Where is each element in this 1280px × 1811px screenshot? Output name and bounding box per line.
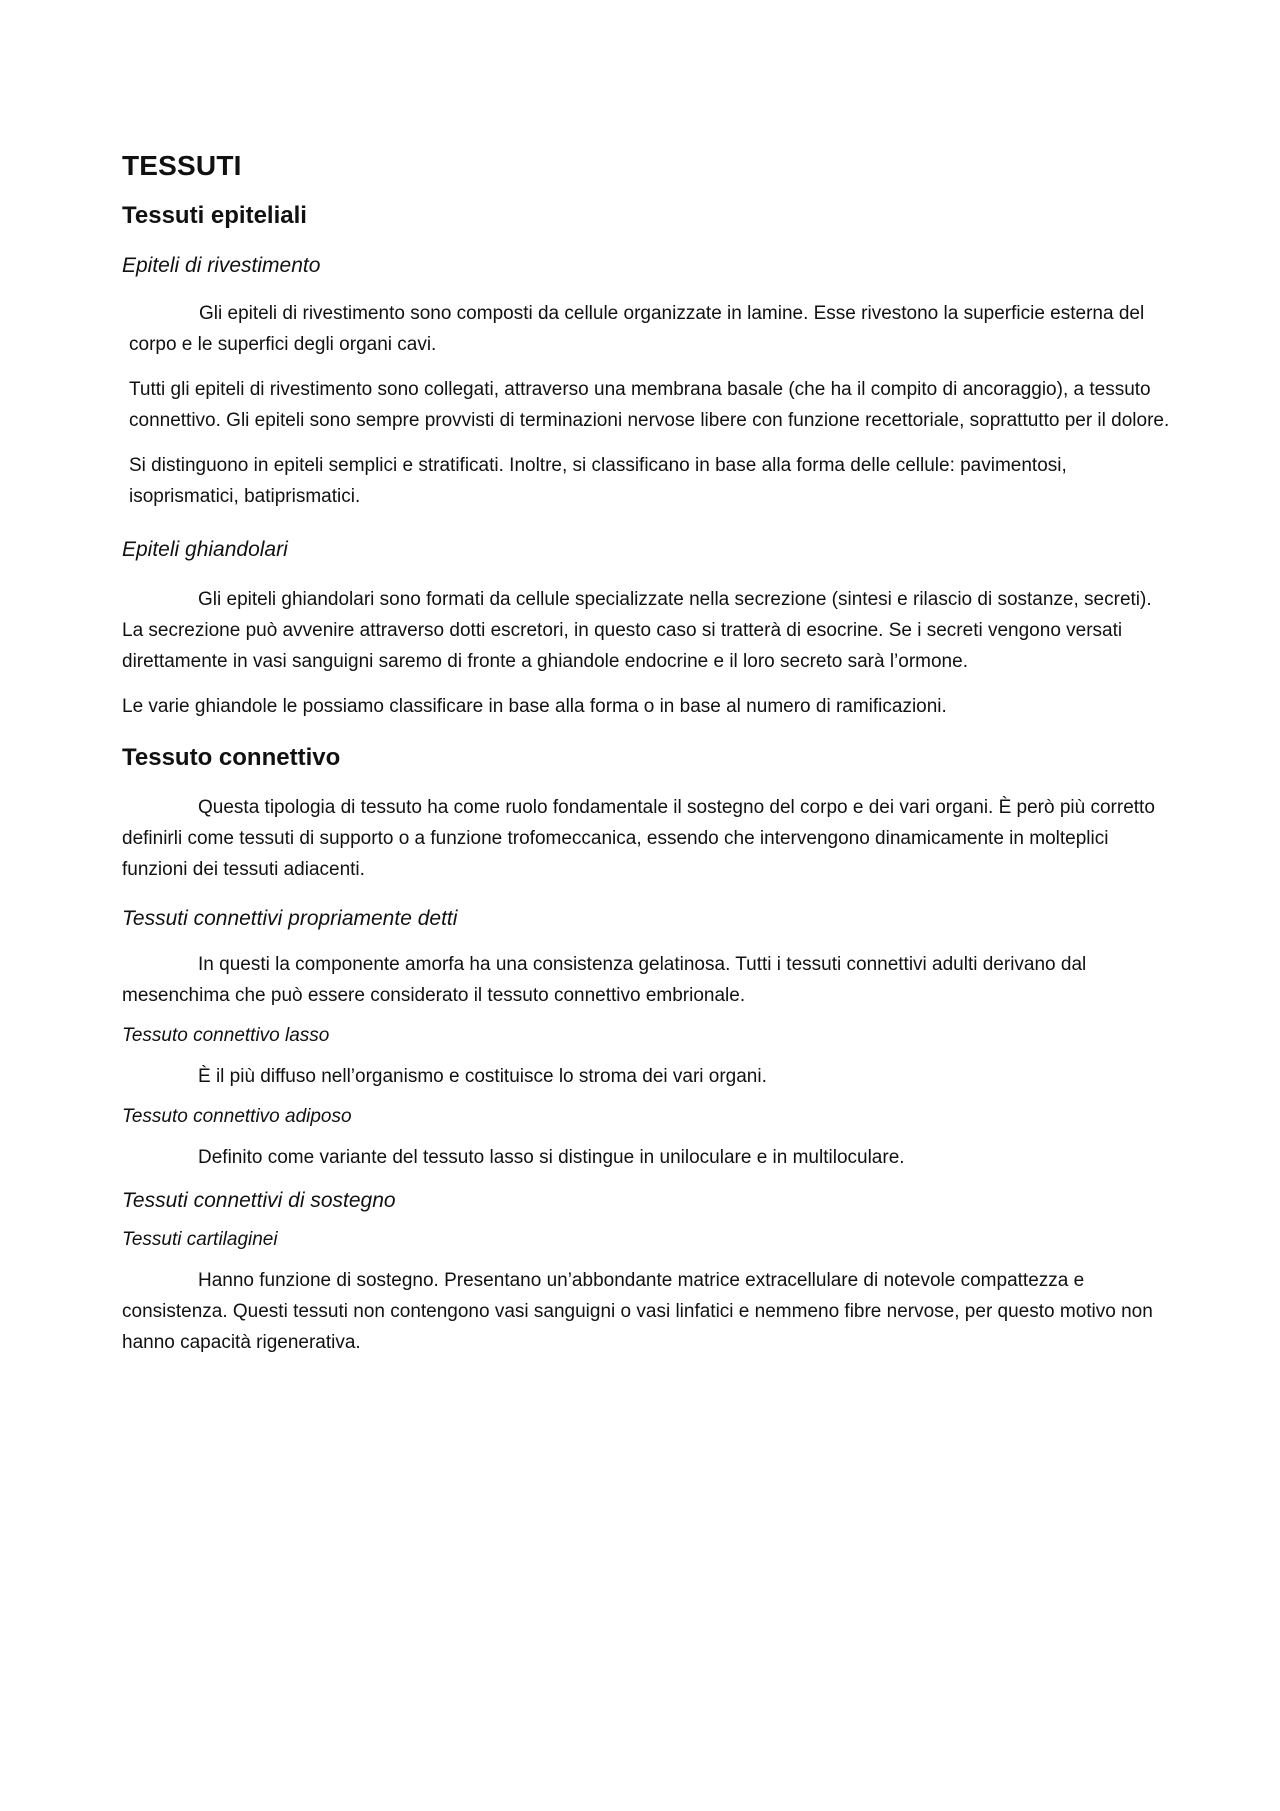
paragraph-rivestimento-1: Gli epiteli di rivestimento sono composti da cellule organizzate in lamine. Esse rivestono la superficie esterna del corpo e le superfici degli organi cavi. bbox=[129, 303, 1145, 355]
subsection-heading-epiteli-rivestimento: Epiteli di rivestimento bbox=[122, 254, 321, 277]
paragraph-rivestimento-3: Si distinguono in epiteli semplici e stratificati. Inoltre, si classificano in base alla forma delle cellule: pavimentosi, isoprismatici, batiprismatici. bbox=[129, 455, 1067, 507]
section-heading-tessuto-connettivo: Tessuto connettivo bbox=[122, 744, 341, 771]
document-page bbox=[122, 150, 1172, 1372]
subsection-heading-epiteli-ghiandolari: Epiteli ghiandolari bbox=[122, 538, 288, 561]
paragraph-ghiandolari-2: Le varie ghiandole le possiamo classificare in base alla forma o in base al numero di ramificazioni. bbox=[122, 696, 947, 717]
paragraph-ghiandolari-1: Gli epiteli ghiandolari sono formati da cellule specializzate nella secrezione (sintesi e rilascio di sostanze, secreti). La secrezione può avvenire attraverso dotti escretori, in questo caso si tratterà di esocrine. Se i secreti vengono versati direttamente in vasi sanguigni saremo di fronte a ghiandole endocrine e il loro secreto sarà l’ormone. bbox=[122, 589, 1152, 672]
paragraph-propriamente-detti: In questi la componente amorfa ha una consistenza gelatinosa. Tutti i tessuti connettivi adulti derivano dal mesenchima che può essere considerato il tessuto connettivo embrionale. bbox=[122, 954, 1087, 1006]
subheading-tessuti-cartilaginei: Tessuti cartilaginei bbox=[122, 1229, 278, 1250]
subsection-heading-connettivi-sostegno: Tessuti connettivi di sostegno bbox=[122, 1189, 396, 1212]
paragraph-rivestimento-2: Tutti gli epiteli di rivestimento sono collegati, attraverso una membrana basale (che ha il compito di ancoraggio), a tessuto connettivo. Gli epiteli sono sempre provvisti di terminazioni nervose libere con funzione recettoriale, soprattutto per il dolore. bbox=[129, 379, 1170, 431]
subsection-heading-propriamente-detti: Tessuti connettivi propriamente detti bbox=[122, 907, 458, 930]
paragraph-connettivo-adiposo: Definito come variante del tessuto lasso si distingue in uniloculare e in multiloculare. bbox=[198, 1147, 905, 1168]
subheading-connettivo-lasso: Tessuto connettivo lasso bbox=[122, 1025, 330, 1046]
subheading-connettivo-adiposo: Tessuto connettivo adiposo bbox=[122, 1106, 352, 1127]
section-heading-tessuti-epiteliali: Tessuti epiteliali bbox=[122, 202, 307, 229]
document-title: TESSUTI bbox=[122, 150, 242, 181]
paragraph-connettivo-intro: Questa tipologia di tessuto ha come ruolo fondamentale il sostegno del corpo e dei vari organi. È però più corretto definirli come tessuti di supporto o a funzione trofomeccanica, essendo che intervengono dinamicamente in molteplici funzioni dei tessuti adiacenti. bbox=[122, 797, 1155, 880]
paragraph-tessuti-cartilaginei: Hanno funzione di sostegno. Presentano un’abbondante matrice extracellulare di notevole compattezza e consistenza. Questi tessuti non contengono vasi sanguigni o vasi linfatici e nemmeno fibre nervose, per questo motivo non hanno capacità rigenerativa. bbox=[122, 1270, 1153, 1353]
paragraph-connettivo-lasso: È il più diffuso nell’organismo e costituisce lo stroma dei vari organi. bbox=[198, 1066, 767, 1087]
